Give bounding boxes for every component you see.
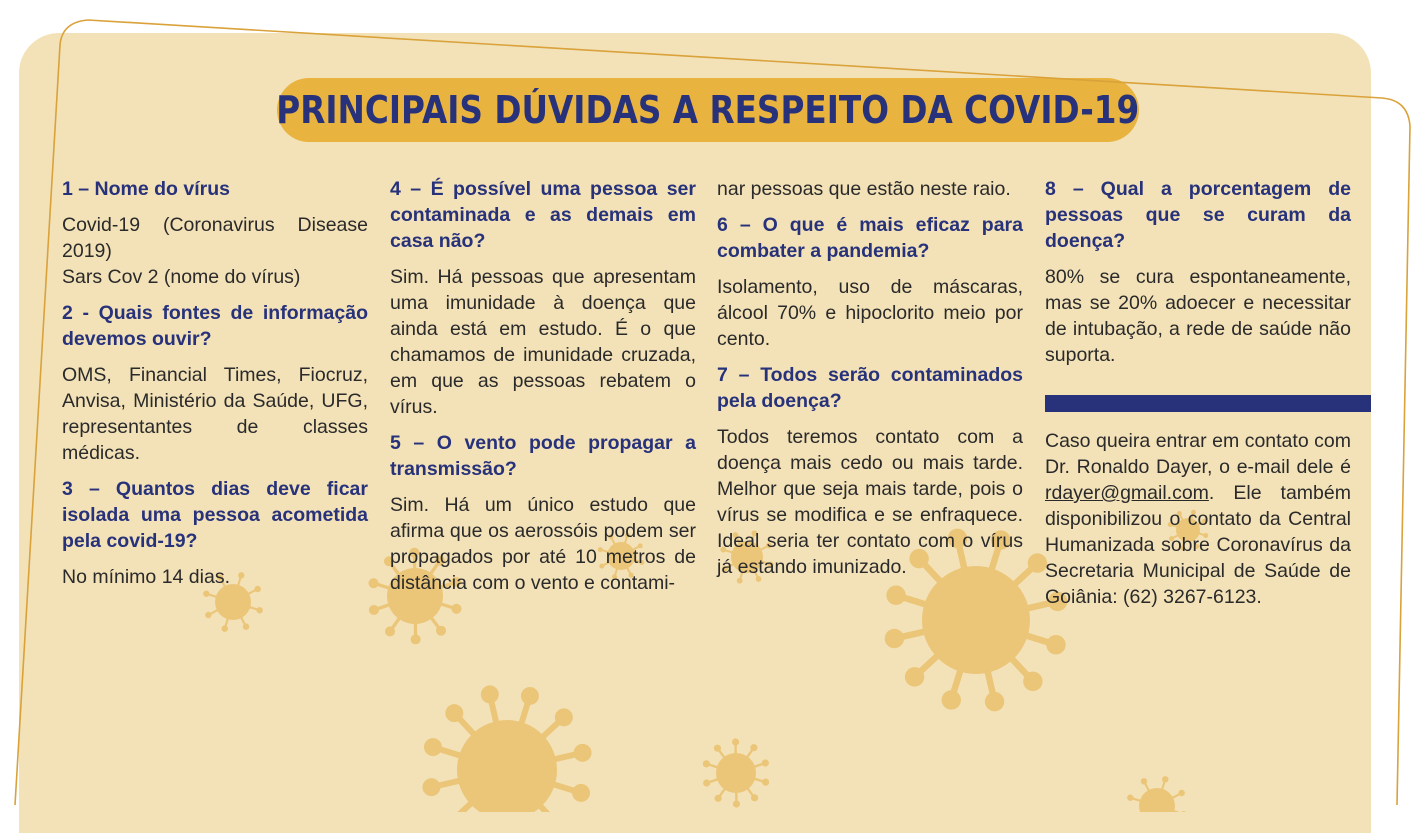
title-banner [277, 78, 1139, 142]
coronavirus-spike-tip [732, 738, 739, 745]
coronavirus-spike-tip [942, 690, 961, 709]
coronavirus-spike-tip [572, 784, 590, 802]
coronavirus-spike-tip [521, 687, 539, 705]
coronavirus-spike-tip [451, 604, 461, 614]
page-title: PRINCIPAIS DÚVIDAS A RESPEITO DA COVID-19 [276, 88, 1139, 132]
column-2 [390, 176, 696, 596]
question-3: 3 – Quantos dias deve ficar isolada uma pessoa acometida pela covid-19? [62, 476, 368, 554]
spacer [717, 414, 1023, 424]
coronavirus-spike-tip [411, 634, 421, 644]
coronavirus-spike-tip [715, 795, 722, 802]
coronavirus-spike-tip [1162, 776, 1168, 782]
answer-1-line-2: Sars Cov 2 (nome do vírus) [62, 264, 368, 290]
coronavirus-spike-tip [368, 578, 378, 588]
coronavirus-spike-tip [703, 779, 710, 786]
question-2: 2 - Quais fontes de informação devemos ouvir? [62, 300, 368, 352]
answer-1-line-1: Covid-19 (Coronavirus Disease 2019) [62, 212, 368, 264]
spacer [62, 352, 368, 362]
spacer [717, 352, 1023, 362]
coronavirus-spike-tip [445, 704, 463, 722]
coronavirus-spike-tip [1046, 635, 1065, 654]
coronavirus-icon [703, 738, 769, 807]
answer-3: No mínimo 14 dias. [62, 564, 368, 590]
coronavirus-spike-tip [385, 626, 395, 636]
coronavirus-spike-tip [886, 586, 905, 605]
column-4 [1045, 176, 1351, 610]
coronavirus-spike-tip [422, 778, 440, 796]
coronavirus-spike-tip [424, 738, 442, 756]
spacer [390, 254, 696, 264]
coronavirus-spike-tip [203, 591, 209, 597]
coronavirus-spike-tip [985, 692, 1004, 711]
spacer [390, 420, 696, 430]
contact-email-link[interactable]: rdayer@gmail.com [1045, 482, 1209, 504]
contact-text-after: . Ele também disponibilizou o contato da Central Humanizada sobre Coronavírus da Secretaria Municipal de Saúde de Goiânia: (62) 3267-6123. [1045, 482, 1351, 608]
coronavirus-spike-tip [762, 759, 769, 766]
column-3 [717, 176, 1023, 580]
spacer [717, 202, 1023, 212]
coronavirus-spike-tip [1141, 778, 1147, 784]
coronavirus-spike-tip [369, 605, 379, 615]
answer-5-part-2: nar pessoas que estão neste raio. [717, 176, 1023, 202]
coronavirus-spike-tip [885, 629, 904, 648]
question-5: 5 – O vento pode propagar a transmissão? [390, 430, 696, 482]
coronavirus-spike-tip [762, 779, 769, 786]
coronavirus-spike-tip [555, 708, 573, 726]
contact-text-before: Caso queira entrar em contato com Dr. Ronaldo Dayer, o e-mail dele é [1045, 430, 1351, 478]
divider-bar [1045, 395, 1371, 412]
coronavirus-spike-tip [436, 626, 446, 636]
question-8: 8 – Qual a porcentagem de pessoas que se curam da doença? [1045, 176, 1351, 254]
coronavirus-spike-tip [1127, 795, 1133, 801]
coronavirus-spike-tip [481, 685, 499, 703]
question-7: 7 – Todos serão contaminados pela doença? [717, 362, 1023, 414]
coronavirus-spike-tip [1023, 672, 1042, 691]
contact-info [1045, 428, 1351, 610]
coronavirus-spike-tip [222, 625, 228, 631]
answer-6: Isolamento, uso de máscaras, álcool 70% e hipoclorito meio por cento. [717, 274, 1023, 352]
spacer [62, 202, 368, 212]
spacer [1045, 254, 1351, 264]
answer-5-part-1: Sim. Há um único estudo que afirma que os aerossóis podem ser propagados por até 10 metros de distância com o vento e contami- [390, 492, 696, 596]
question-4: 4 – É possível uma pessoa ser contaminada e as demais em casa não? [390, 176, 696, 254]
coronavirus-icon [1127, 776, 1187, 812]
coronavirus-spike-tip [733, 800, 740, 807]
spacer [62, 554, 368, 564]
question-1: 1 – Nome do vírus [62, 176, 368, 202]
coronavirus-icon [422, 685, 591, 812]
coronavirus-spike-tip [1178, 790, 1184, 796]
coronavirus-spike-tip [751, 794, 758, 801]
coronavirus-body [1139, 788, 1175, 812]
spacer [390, 482, 696, 492]
question-6: 6 – O que é mais eficaz para combater a pandemia? [717, 212, 1023, 264]
coronavirus-spike-tip [243, 623, 249, 629]
spacer [62, 466, 368, 476]
coronavirus-spike-tip [574, 744, 592, 762]
answer-4: Sim. Há pessoas que apresentam uma imunidade à doença que ainda está em estudo. É o que chamamos de imunidade cruzada, em que as pessoas rebatem o vírus. [390, 264, 696, 420]
coronavirus-spike-tip [714, 745, 721, 752]
coronavirus-spike-tip [905, 667, 924, 686]
coronavirus-spike-tip [750, 744, 757, 751]
coronavirus-body [922, 566, 1030, 674]
coronavirus-body [716, 753, 756, 793]
coronavirus-spike-tip [256, 607, 262, 613]
answer-8: 80% se cura espontaneamente, mas se 20% adoecer e necessitar de intubação, a rede de saúde não suporta. [1045, 264, 1351, 368]
coronavirus-spike-tip [205, 612, 211, 618]
spacer [717, 264, 1023, 274]
answer-2: OMS, Financial Times, Fiocruz, Anvisa, Ministério da Saúde, UFG, representantes de classes médicas. [62, 362, 368, 466]
coronavirus-spike-tip [703, 760, 710, 767]
answer-7: Todos teremos contato com a doença mais cedo ou mais tarde. Melhor que seja mais tarde, pois o vírus se modifica e se enfraquece. Ideal seria ter contato com o vírus já estando imunizado. [717, 424, 1023, 580]
column-1 [62, 176, 368, 590]
spacer [62, 290, 368, 300]
